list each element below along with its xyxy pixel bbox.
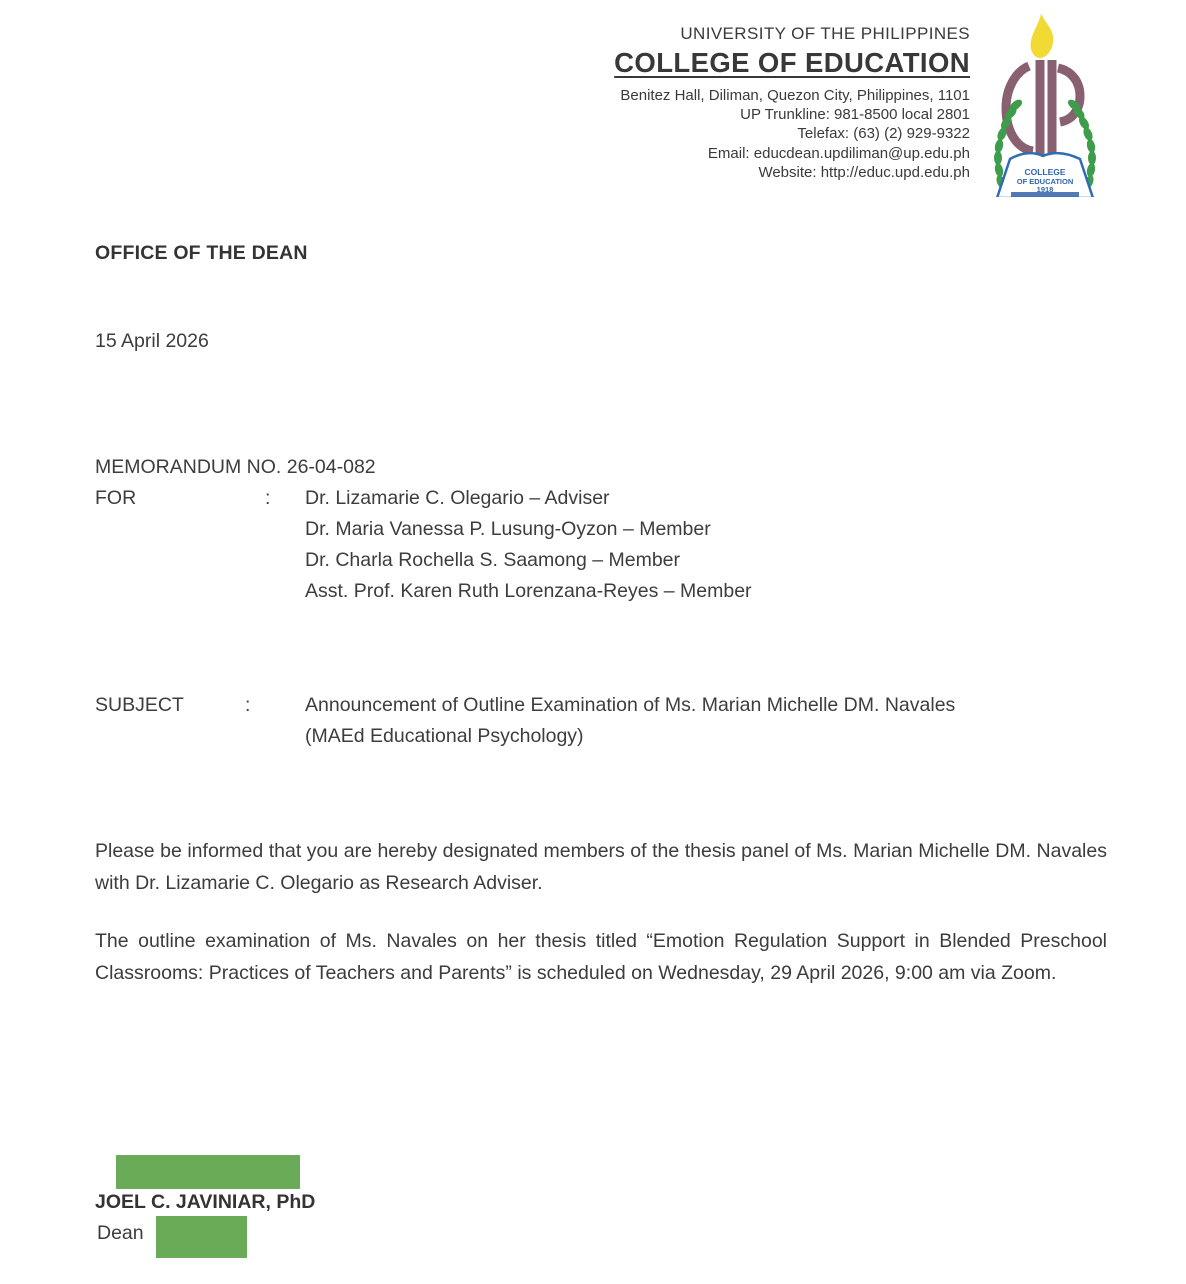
memo-header-block bbox=[95, 452, 1115, 607]
book-text-line2: OF EDUCATION bbox=[1016, 177, 1074, 186]
subject-text bbox=[305, 690, 1135, 752]
flame-icon bbox=[1031, 14, 1054, 58]
subject-block bbox=[95, 690, 1135, 752]
subject-label: SUBJECT bbox=[95, 694, 184, 716]
letterhead-email: Email: educdean.updiliman@up.edu.ph bbox=[707, 144, 970, 162]
letterhead-telefax: Telefax: (63) (2) 929-9322 bbox=[797, 125, 970, 143]
letterhead bbox=[614, 24, 970, 182]
college-name: COLLEGE OF EDUCATION bbox=[614, 47, 970, 78]
subject-line-1: Announcement of Outline Examination of Ms. Marian Michelle DM. Navales bbox=[305, 694, 956, 716]
university-name: UNIVERSITY OF THE PHILIPPINES bbox=[680, 24, 970, 43]
recipient-line: Dr. Charla Rochella S. Saamong – Member bbox=[305, 549, 681, 571]
memo-number: MEMORANDUM NO. 26-04-082 bbox=[95, 456, 376, 478]
office-of-the-dean-heading: OFFICE OF THE DEAN bbox=[95, 242, 308, 264]
book-text-line3: 1918 bbox=[1036, 185, 1054, 194]
open-book-icon bbox=[997, 153, 1093, 197]
college-of-education-seal-icon bbox=[985, 12, 1105, 197]
body-paragraph-1: Please be informed that you are hereby designated members of the thesis panel of Ms. Marian Michelle DM. Navales with Dr. Lizamarie C. Olegario as Research Adviser. bbox=[95, 840, 1107, 894]
title-redaction-box bbox=[156, 1216, 247, 1258]
signatory-name: JOEL C. JAVINIAR, PhD bbox=[95, 1191, 316, 1213]
up-monogram-icon bbox=[1006, 60, 1080, 164]
subject-colon: : bbox=[245, 694, 251, 716]
book-text-line1: COLLEGE bbox=[1024, 167, 1066, 177]
recipient-line: Asst. Prof. Karen Ruth Lorenzana-Reyes – Member bbox=[305, 580, 752, 602]
recipient-line: Dr. Lizamarie C. Olegario – Adviser bbox=[305, 487, 610, 509]
letterhead-address: Benitez Hall, Diliman, Quezon City, Philippines, 1101 bbox=[620, 87, 970, 104]
letterhead-trunkline: UP Trunkline: 981-8500 local 2801 bbox=[740, 106, 970, 124]
for-field bbox=[95, 483, 1115, 607]
for-colon: : bbox=[265, 487, 271, 509]
signatory-title: Dean bbox=[97, 1222, 144, 1244]
subject-field bbox=[95, 690, 1135, 752]
memo-date: 15 April 2026 bbox=[95, 330, 209, 352]
subject-line-2: (MAEd Educational Psychology) bbox=[305, 725, 584, 747]
recipient-line: Dr. Maria Vanessa P. Lusung-Oyzon – Member bbox=[305, 518, 711, 540]
letterhead-website: Website: http://educ.upd.edu.ph bbox=[758, 163, 970, 181]
signature-redaction-box bbox=[116, 1155, 300, 1189]
body-paragraph-2: The outline examination of Ms. Navales on her thesis titled “Emotion Regulation Support in Blended Preschool Classrooms: Practices of Teachers and Parents” is scheduled on Wednesday, 29 April 2026, 9:00 am via Zoom. bbox=[95, 930, 1107, 984]
for-label: FOR bbox=[95, 487, 137, 509]
recipient-list bbox=[305, 483, 1115, 607]
